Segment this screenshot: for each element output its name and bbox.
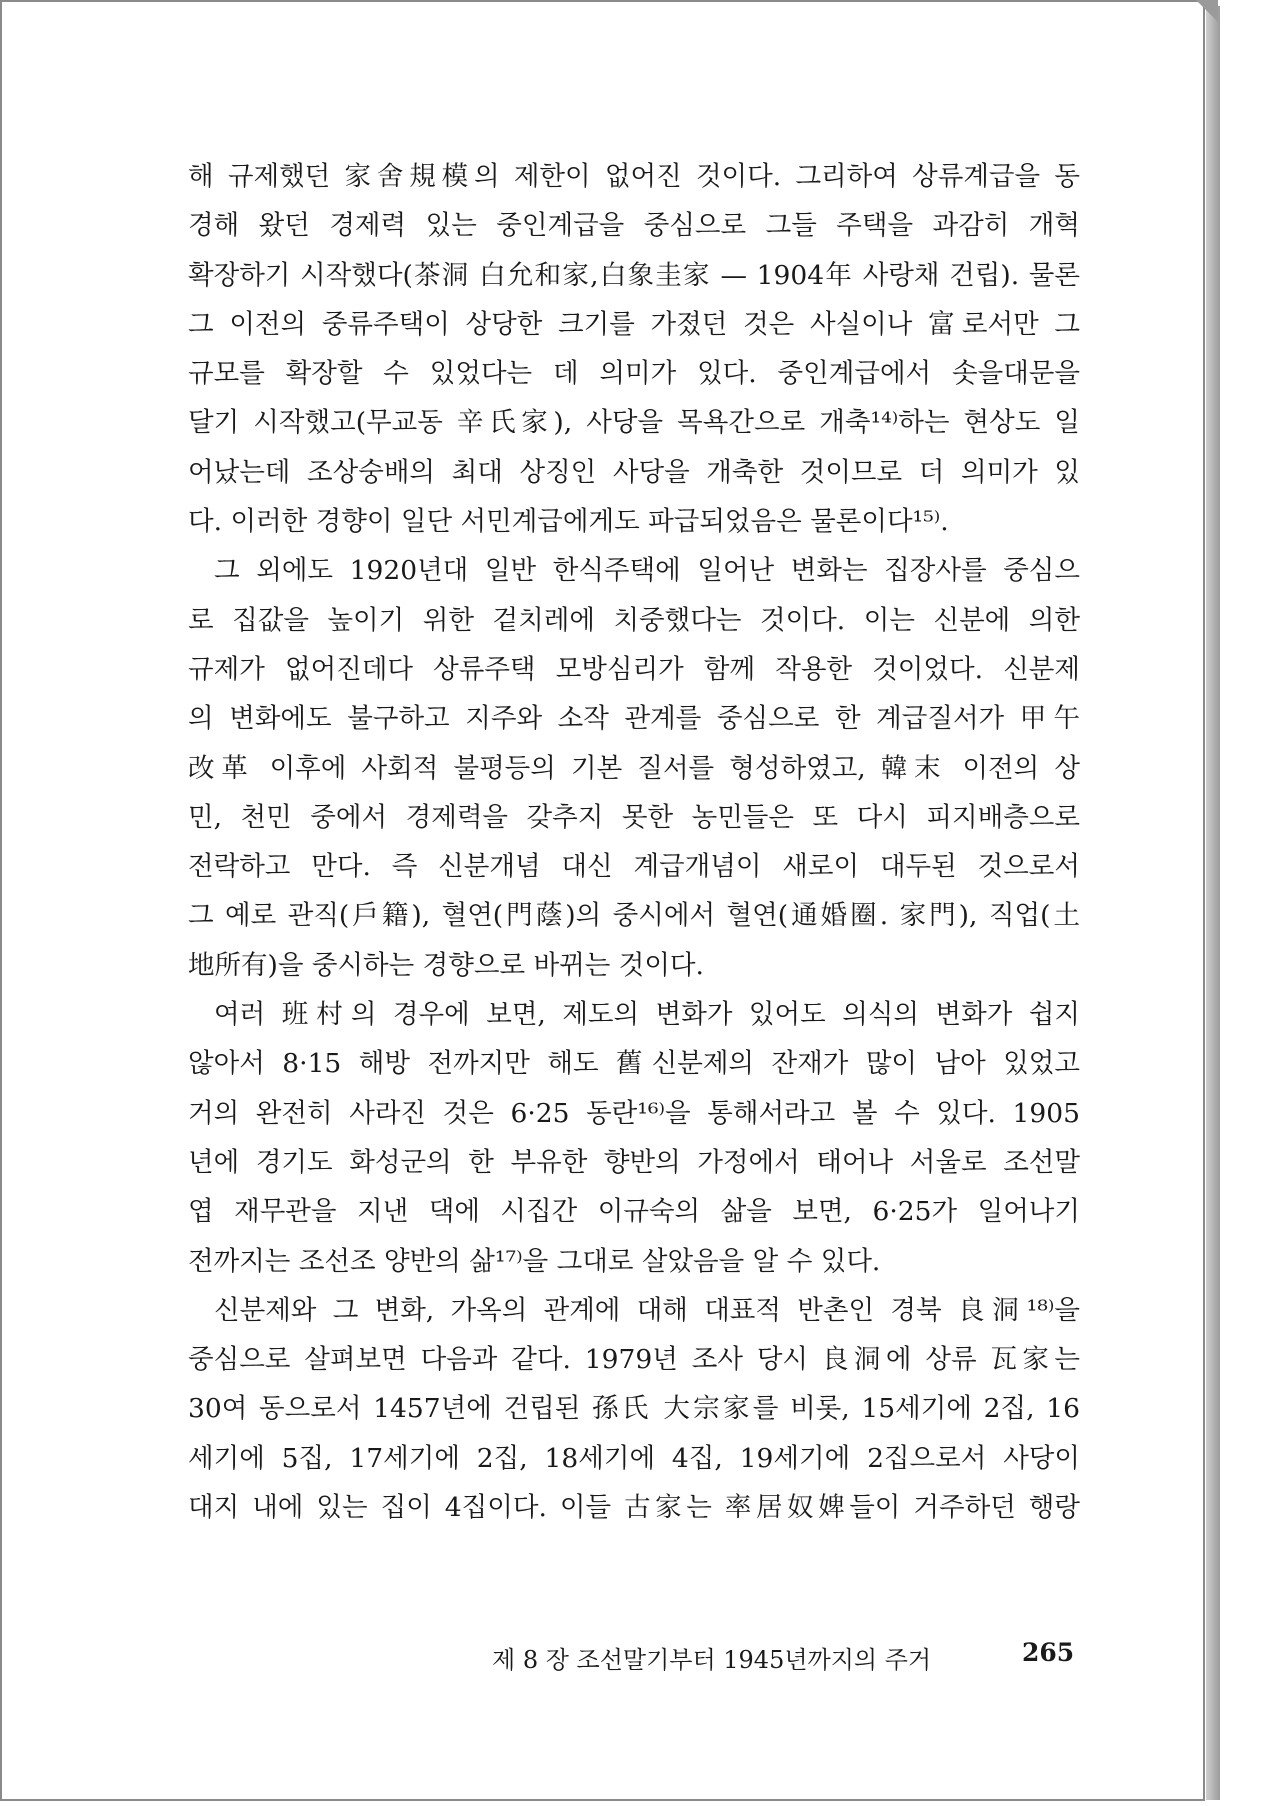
paragraph-1 xyxy=(188,152,1080,546)
text-line: 그 이전의 중류주택이 상당한 크기를 가졌던 것은 사실이나 富로서만 그 xyxy=(188,308,1080,340)
text-line: 전까지는 조선조 양반의 삶¹⁷⁾을 그대로 살았음을 알 수 있다. xyxy=(188,1245,881,1277)
page-corner xyxy=(1196,0,1218,22)
text-line: 거의 완전히 사라진 것은 6·25 동란¹⁶⁾을 통해서라고 볼 수 있다. 1905 xyxy=(188,1097,1080,1129)
text-line: 여러 班村의 경우에 보면, 제도의 변화가 있어도 의식의 변화가 쉽지 xyxy=(214,999,1080,1031)
text-line: 규모를 확장할 수 있었다는 데 의미가 있다. 중인계급에서 솟을대문을 xyxy=(188,358,1080,390)
text-line: 신분제와 그 변화, 가옥의 관계에 대해 대표적 반촌인 경북 良洞¹⁸⁾을 xyxy=(214,1294,1080,1326)
text-line: 년에 경기도 화성군의 한 부유한 향반의 가정에서 태어나 서울로 조선말 xyxy=(188,1146,1080,1178)
text-line: 세기에 5집, 17세기에 2집, 18세기에 4집, 19세기에 2집으로서 사당이 xyxy=(188,1442,1080,1474)
text-line: 규제가 없어진데다 상류주택 모방심리가 함께 작용한 것이었다. 신분제 xyxy=(188,653,1080,685)
page-edge xyxy=(1206,6,1220,1800)
text-line: 않아서 8·15 해방 전까지만 해도 舊신분제의 잔재가 많이 남아 있었고 xyxy=(188,1048,1080,1080)
text-line: 地所有)을 중시하는 경향으로 바뀌는 것이다. xyxy=(188,949,704,981)
text-line: 민, 천민 중에서 경제력을 갖추지 못한 농민들은 또 다시 피지배층으로 xyxy=(188,801,1080,833)
text-line: 어났는데 조상숭배의 최대 상징인 사당을 개축한 것이므로 더 의미가 있 xyxy=(188,456,1080,488)
paragraph-4 xyxy=(188,1286,1080,1532)
body-text xyxy=(188,152,1080,1532)
paragraph-3 xyxy=(188,990,1080,1286)
page-number: 265 xyxy=(1022,1638,1075,1667)
text-line: 그 예로 관직(戶籍), 혈연(門蔭)의 중시에서 혈연(通婚圈. 家門), 직업(土 xyxy=(188,900,1080,932)
text-line: 의 변화에도 불구하고 지주와 소작 관계를 중심으로 한 계급질서가 甲午 xyxy=(188,703,1080,735)
text-line: 경해 왔던 경제력 있는 중인계급을 중심으로 그들 주택을 과감히 개혁 xyxy=(188,210,1080,242)
text-line: 엽 재무관을 지낸 댁에 시집간 이규숙의 삶을 보면, 6·25가 일어나기 xyxy=(188,1196,1080,1228)
text-line: 改革 이후에 사회적 불평등의 기본 질서를 형성하였고, 韓末 이전의 상 xyxy=(188,752,1080,784)
text-line: 달기 시작했고(무교동 辛氏家), 사당을 목욕간으로 개축¹⁴⁾하는 현상도 일 xyxy=(188,407,1080,439)
paragraph-2 xyxy=(188,546,1080,990)
text-line: 해 규제했던 家舍規模의 제한이 없어진 것이다. 그리하여 상류계급을 동 xyxy=(188,161,1080,192)
text-line: 다. 이러한 경향이 일단 서민계급에게도 파급되었음은 물론이다¹⁵⁾. xyxy=(188,506,949,538)
text-line: 로 집값을 높이기 위한 겉치레에 치중했다는 것이다. 이는 신분에 의한 xyxy=(188,604,1080,636)
text-line: 전락하고 만다. 즉 신분개념 대신 계급개념이 새로이 대두된 것으로서 xyxy=(188,851,1080,883)
text-line: 그 외에도 1920년대 일반 한식주택에 일어난 변화는 집장사를 중심으 xyxy=(214,555,1080,587)
running-head: 제 8 장 조선말기부터 1945년까지의 주거 xyxy=(492,1646,932,1674)
text-line: 대지 내에 있는 집이 4집이다. 이들 古家는 率居奴婢들이 거주하던 행랑 xyxy=(188,1492,1080,1524)
text-line: 30여 동으로서 1457년에 건립된 孫氏 大宗家를 비롯, 15세기에 2집, 16 xyxy=(188,1393,1080,1425)
text-line: 확장하기 시작했다(茶洞 白允和家,白象圭家 — 1904年 사랑채 건립). 물론 xyxy=(188,259,1080,291)
text-line: 중심으로 살펴보면 다음과 같다. 1979년 조사 당시 良洞에 상류 瓦家는 xyxy=(188,1344,1080,1376)
